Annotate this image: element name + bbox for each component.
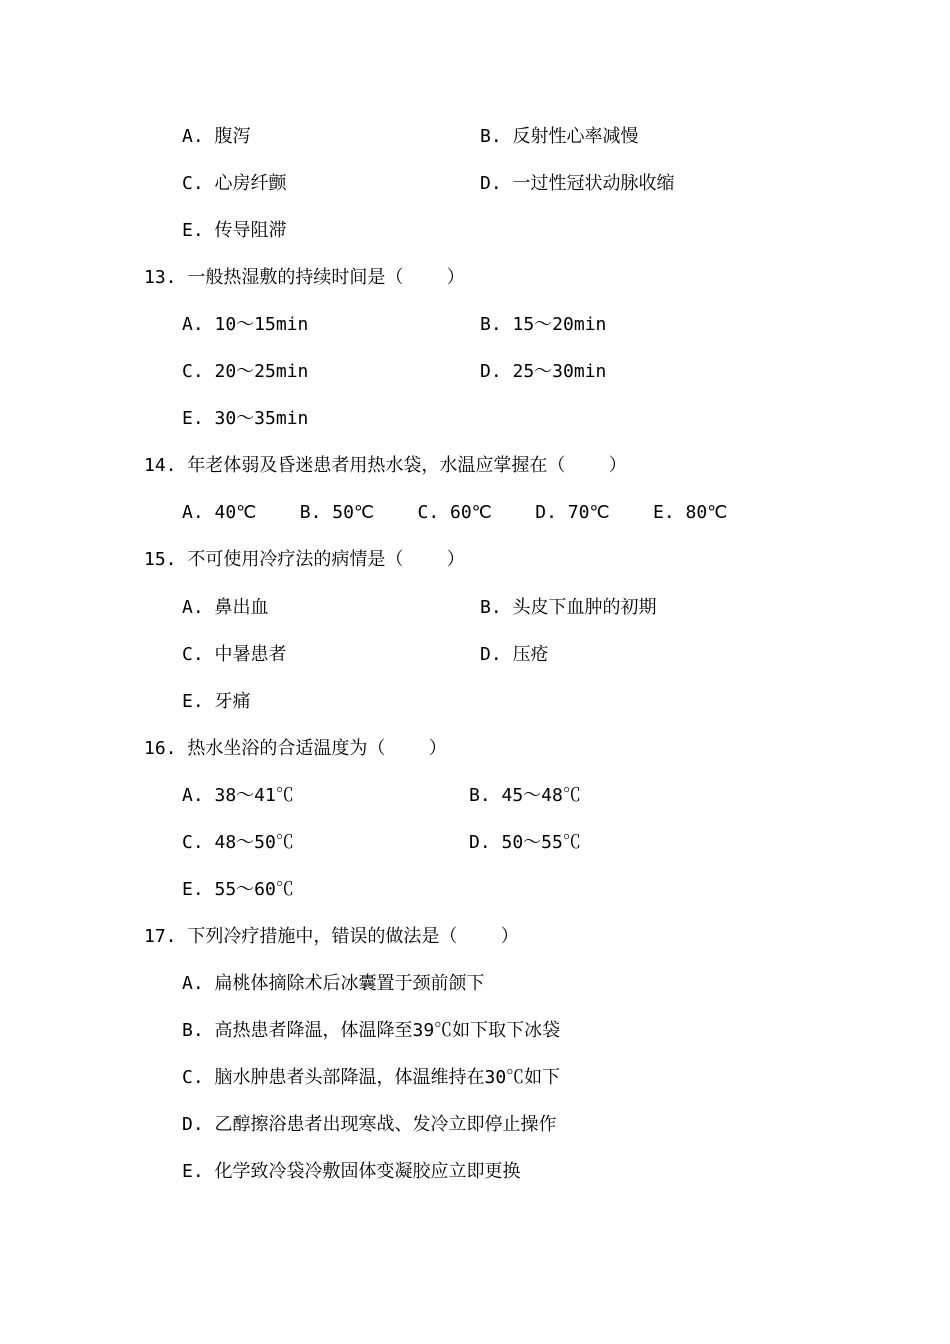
q13-option-c: C. 20～25min [182, 361, 309, 382]
q16-option-d: D. 50～55℃ [469, 832, 581, 853]
q12-option-e: E. 传导阻滞 [182, 220, 287, 241]
q16-option-c: C. 48～50℃ [182, 832, 294, 853]
q16-stem: 16. 热水坐浴的合适温度为（ ） [144, 738, 447, 759]
q17-option-a: A. 扁桃体摘除术后冰囊置于颈前颌下 [182, 973, 485, 994]
q16-option-b: B. 45～48℃ [469, 785, 581, 806]
q13-option-b: B. 15～20min [480, 314, 607, 335]
q14-options: A. 40℃ B. 50℃ C. 60℃ D. 70℃ E. 80℃ [182, 502, 728, 523]
q16-option-e: E. 55～60℃ [182, 879, 294, 900]
q17-option-e: E. 化学致冷袋冷敷固体变凝胶应立即更换 [182, 1161, 521, 1182]
q12-option-b: B. 反射性心率减慢 [480, 126, 639, 147]
q15-stem: 15. 不可使用冷疗法的病情是（ ） [144, 549, 465, 570]
q17-option-b: B. 高热患者降温，体温降至39℃如下取下冰袋 [182, 1020, 561, 1041]
q13-option-d: D. 25～30min [480, 361, 607, 382]
q15-option-d: D. 压疮 [480, 644, 549, 665]
q17-option-c: C. 脑水肿患者头部降温，体温维持在30℃如下 [182, 1067, 561, 1088]
q12-option-a: A. 腹泻 [182, 126, 251, 147]
q17-option-d: D. 乙醇擦浴患者出现寒战、发冷立即停止操作 [182, 1114, 557, 1135]
q12-option-c: C. 心房纤颤 [182, 173, 287, 194]
q16-option-a: A. 38～41℃ [182, 785, 294, 806]
q15-option-c: C. 中暑患者 [182, 644, 287, 665]
q13-option-a: A. 10～15min [182, 314, 309, 335]
q12-option-d: D. 一过性冠状动脉收缩 [480, 173, 675, 194]
q15-option-a: A. 鼻出血 [182, 597, 269, 618]
q14-stem: 14. 年老体弱及昏迷患者用热水袋，水温应掌握在（ ） [144, 455, 627, 476]
q15-option-e: E. 牙痛 [182, 691, 251, 712]
q13-stem: 13. 一般热湿敷的持续时间是（ ） [144, 267, 465, 288]
q17-stem: 17. 下列冷疗措施中，错误的做法是（ ） [144, 926, 519, 947]
q15-option-b: B. 头皮下血肿的初期 [480, 597, 657, 618]
q13-option-e: E. 30～35min [182, 408, 309, 429]
